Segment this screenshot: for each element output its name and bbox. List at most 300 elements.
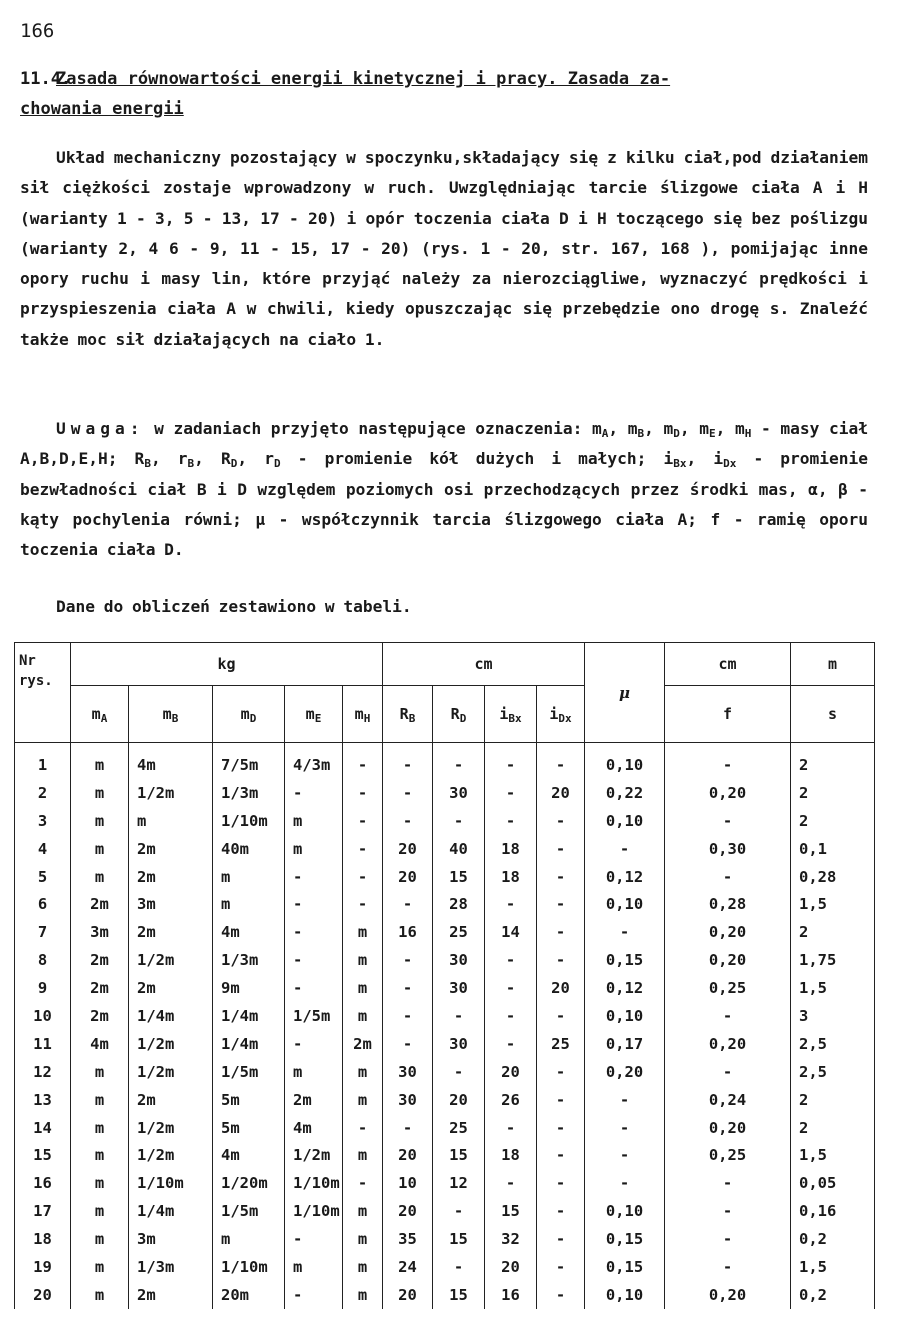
group-kg-header: kg [71, 643, 383, 686]
cell-mb: 4m [129, 743, 213, 779]
cell-md: 4m [213, 1141, 285, 1169]
cell-nr: 17 [15, 1197, 71, 1225]
cell-mh: 2m [343, 1030, 383, 1058]
cell-me: 4/3m [285, 743, 343, 779]
cell-mh: - [343, 863, 383, 891]
cell-idx: - [537, 1002, 585, 1030]
cell-mh: m [343, 946, 383, 974]
cell-idx: - [537, 1114, 585, 1142]
notation-text-1: w zadaniach przyjęto następujące oznaczenia: m [154, 419, 602, 438]
cell-idx: - [537, 835, 585, 863]
cell-nr: 6 [15, 890, 71, 918]
sym-m: m [663, 419, 674, 438]
cell-rb: 20 [383, 1281, 433, 1309]
cell-rb: - [383, 974, 433, 1002]
cell-f: 0,25 [665, 1141, 791, 1169]
cell-s: 2 [791, 1086, 875, 1114]
cell-s: 0,05 [791, 1169, 875, 1197]
cell-me: 1/5m [285, 1002, 343, 1030]
cell-mu: - [585, 835, 665, 863]
sym-r: r [177, 449, 188, 469]
cell-nr: 12 [15, 1058, 71, 1086]
sub-d: D [673, 427, 680, 440]
cell-mb: 1/4m [129, 1197, 213, 1225]
cell-nr: 5 [15, 863, 71, 891]
cell-me: 4m [285, 1114, 343, 1142]
cell-mb: 3m [129, 1225, 213, 1253]
cell-me: - [285, 1281, 343, 1309]
cell-rb: - [383, 807, 433, 835]
cell-rd: 30 [433, 974, 485, 1002]
cell-md: 1/10m [213, 1253, 285, 1281]
sep: , [150, 449, 178, 469]
paragraph-task [20, 143, 868, 355]
cell-idx: 20 [537, 974, 585, 1002]
cell-mb: 2m [129, 918, 213, 946]
sub-d: D [274, 457, 281, 471]
cell-me: 1/10m [285, 1197, 343, 1225]
cell-s: 2,5 [791, 1030, 875, 1058]
sym-R: R [450, 705, 460, 723]
cell-ibx: - [485, 779, 537, 807]
cell-nr: 15 [15, 1141, 71, 1169]
cell-ma: m [71, 1058, 129, 1086]
cell-idx: - [537, 1197, 585, 1225]
cell-me: - [285, 1225, 343, 1253]
cell-nr: 2 [15, 779, 71, 807]
cell-mb: 1/2m [129, 946, 213, 974]
cell-md: 5m [213, 1114, 285, 1142]
cell-idx: - [537, 946, 585, 974]
sym-i: i [549, 705, 559, 723]
cell-mh: - [343, 807, 383, 835]
cell-rb: - [383, 743, 433, 779]
section-title-line1: Zasada równowartości energii kinetycznej i pracy. Zasada za- [56, 69, 671, 89]
cell-idx: - [537, 807, 585, 835]
table-row [15, 1141, 875, 1169]
col-me-header [285, 686, 343, 743]
cell-mu: 0,17 [585, 1030, 665, 1058]
cell-rd: 30 [433, 1030, 485, 1058]
cell-rd: 25 [433, 1114, 485, 1142]
cell-mu: 0,10 [585, 807, 665, 835]
cell-ibx: 15 [485, 1197, 537, 1225]
cell-nr: 11 [15, 1030, 71, 1058]
cell-mh: m [343, 1002, 383, 1030]
uwaga-label: Uwaga: [56, 419, 145, 438]
cell-rb: 30 [383, 1086, 433, 1114]
cell-md: 1/20m [213, 1169, 285, 1197]
sym-m: m [240, 705, 250, 723]
cell-nr: 4 [15, 835, 71, 863]
cell-ma: m [71, 1169, 129, 1197]
cell-ma: 2m [71, 1002, 129, 1030]
cell-rd: - [433, 807, 485, 835]
cell-mb: 1/10m [129, 1169, 213, 1197]
cell-ma: 4m [71, 1030, 129, 1058]
group-m-header: m [791, 643, 875, 686]
table-body [15, 743, 875, 1309]
cell-mu: 0,15 [585, 1225, 665, 1253]
paragraph-task-text: Układ mechaniczny pozostający w spoczynku,składający się z kilku ciał,pod działaniem sił ciężkości zostaje wprowadzony w ruch. Uwzględniając tarcie ślizgowe ciała A i H (warianty 1 - 3, 5 - 13, 17 - 20) i opór toczenia ciała D i H toczącego się bez poślizgu (warianty 2, 4 6 - 9, 11 - 15, 17 - 20) (rys. 1 - 20, str. 167, 168 ), pomijając inne opory ruchu i masy lin, które przyjąć należy za nierozciągliwe, wyznaczyć prędkości i przyspieszenia ciała A w chwili, kiedy opuszczając się przebędzie ono drogę s. Znaleźć także moc sił działających na ciało 1. [20, 148, 868, 349]
cell-rb: - [383, 946, 433, 974]
cell-ma: 2m [71, 890, 129, 918]
sub-dx: Dx [723, 457, 737, 471]
cell-ibx: 16 [485, 1281, 537, 1309]
cell-nr: 16 [15, 1169, 71, 1197]
table-row [15, 1086, 875, 1114]
cell-rd: 15 [433, 1225, 485, 1253]
notation-text-3: - promienie kół dużych i małych; i [280, 449, 674, 469]
cell-mh: m [343, 1281, 383, 1309]
cell-rb: - [383, 1002, 433, 1030]
cell-f: 0,20 [665, 946, 791, 974]
sub-b: B [637, 427, 645, 440]
cell-ma: 3m [71, 918, 129, 946]
cell-mu: - [585, 918, 665, 946]
table-row [15, 863, 875, 891]
cell-ibx: - [485, 946, 537, 974]
cell-s: 2 [791, 918, 875, 946]
cell-mh: - [343, 835, 383, 863]
cell-rd: 30 [433, 946, 485, 974]
cell-md: 20m [213, 1281, 285, 1309]
sym-r: r [264, 449, 275, 469]
cell-rd: 20 [433, 1086, 485, 1114]
sep: , [644, 419, 664, 438]
cell-me: 1/10m [285, 1169, 343, 1197]
sym-R: R [221, 449, 231, 469]
cell-rb: - [383, 1030, 433, 1058]
cell-mb: 1/3m [129, 1253, 213, 1281]
cell-mu: - [585, 1141, 665, 1169]
sub-bx: Bx [508, 712, 522, 725]
sub-dx: Dx [558, 712, 572, 725]
cell-ma: m [71, 835, 129, 863]
cell-me: - [285, 946, 343, 974]
cell-idx: - [537, 1281, 585, 1309]
table-row [15, 1002, 875, 1030]
cell-md: 9m [213, 974, 285, 1002]
cell-rb: 20 [383, 1197, 433, 1225]
cell-mu: 0,12 [585, 974, 665, 1002]
cell-rd: 15 [433, 863, 485, 891]
table-row [15, 1169, 875, 1197]
sep: , [608, 419, 628, 438]
cell-mu: 0,10 [585, 1197, 665, 1225]
sub-b: B [408, 712, 416, 725]
cell-mu: 0,22 [585, 779, 665, 807]
cell-ibx: - [485, 743, 537, 779]
cell-rb: 20 [383, 1141, 433, 1169]
cell-s: 2 [791, 1114, 875, 1142]
cell-s: 2 [791, 779, 875, 807]
section-number: 11.4. [20, 69, 72, 89]
cell-ma: m [71, 1281, 129, 1309]
cell-mb: 1/2m [129, 1114, 213, 1142]
cell-idx: - [537, 1086, 585, 1114]
table-row [15, 1225, 875, 1253]
cell-rd: 30 [433, 779, 485, 807]
sub-b: B [171, 712, 179, 725]
section-title-line2: chowania energii [20, 99, 184, 119]
table-row [15, 1058, 875, 1086]
cell-ma: m [71, 1086, 129, 1114]
cell-idx: - [537, 1225, 585, 1253]
table-row [15, 918, 875, 946]
cell-f: 0,20 [665, 779, 791, 807]
col-idx-header [537, 686, 585, 743]
cell-ibx: 14 [485, 918, 537, 946]
cell-md: 1/3m [213, 779, 285, 807]
cell-me: - [285, 779, 343, 807]
cell-f: 0,20 [665, 1281, 791, 1309]
sep: , [679, 419, 700, 438]
cell-mu: 0,12 [585, 863, 665, 891]
cell-s: 1,5 [791, 974, 875, 1002]
cell-mh: m [343, 1225, 383, 1253]
cell-mu: 0,10 [585, 1002, 665, 1030]
cell-idx: - [537, 918, 585, 946]
col-mh-header [343, 686, 383, 743]
cell-f: - [665, 1002, 791, 1030]
cell-mu: 0,15 [585, 1253, 665, 1281]
cell-s: 2 [791, 807, 875, 835]
cell-mh: m [343, 1141, 383, 1169]
cell-rb: - [383, 779, 433, 807]
cell-mu: 0,10 [585, 743, 665, 779]
cell-mh: - [343, 743, 383, 779]
cell-rb: - [383, 890, 433, 918]
cell-mu: - [585, 1114, 665, 1142]
cell-mh: m [343, 1253, 383, 1281]
cell-nr: 3 [15, 807, 71, 835]
sym-m: m [162, 705, 172, 723]
sym-i: i [499, 705, 509, 723]
cell-rb: 24 [383, 1253, 433, 1281]
cell-md: 7/5m [213, 743, 285, 779]
cell-rd: 25 [433, 918, 485, 946]
cell-rb: 20 [383, 863, 433, 891]
cell-me: - [285, 1030, 343, 1058]
cell-rd: 15 [433, 1141, 485, 1169]
cell-mh: - [343, 779, 383, 807]
sub-h: H [363, 712, 371, 725]
cell-idx: - [537, 890, 585, 918]
table-row [15, 743, 875, 779]
data-note-text: Dane do obliczeń zestawiono w tabeli. [56, 597, 412, 616]
cell-f: - [665, 1169, 791, 1197]
cell-mb: 2m [129, 863, 213, 891]
sym-m: m [354, 705, 364, 723]
data-table-wrapper [14, 642, 874, 1309]
cell-md: 4m [213, 918, 285, 946]
cell-mb: 1/2m [129, 779, 213, 807]
col-ibx-header [485, 686, 537, 743]
sym-m: m [627, 419, 638, 438]
sep: , [715, 419, 736, 438]
col-s-header: s [791, 686, 875, 743]
cell-f: - [665, 743, 791, 779]
cell-s: 1,5 [791, 890, 875, 918]
cell-nr: 14 [15, 1114, 71, 1142]
cell-rd: 40 [433, 835, 485, 863]
col-ma-header [71, 686, 129, 743]
cell-f: - [665, 863, 791, 891]
sym-R: R [399, 705, 409, 723]
cell-s: 0,2 [791, 1225, 875, 1253]
paragraph-data-note [20, 592, 868, 622]
cell-mb: m [129, 807, 213, 835]
cell-ibx: - [485, 1030, 537, 1058]
cell-mb: 2m [129, 1086, 213, 1114]
cell-md: m [213, 1225, 285, 1253]
col-mb-header [129, 686, 213, 743]
cell-md: 1/5m [213, 1197, 285, 1225]
cell-me: m [285, 1253, 343, 1281]
cell-ibx: - [485, 974, 537, 1002]
cell-ma: m [71, 1141, 129, 1169]
cell-s: 1,75 [791, 946, 875, 974]
cell-mu: 0,10 [585, 890, 665, 918]
cell-ibx: 20 [485, 1058, 537, 1086]
cell-f: - [665, 807, 791, 835]
cell-rd: - [433, 1058, 485, 1086]
cell-rd: - [433, 743, 485, 779]
cell-idx: - [537, 863, 585, 891]
cell-ibx: 20 [485, 1253, 537, 1281]
cell-mu: - [585, 1169, 665, 1197]
cell-f: - [665, 1197, 791, 1225]
cell-nr: 18 [15, 1225, 71, 1253]
cell-mh: - [343, 1114, 383, 1142]
cell-ma: m [71, 1114, 129, 1142]
table-row [15, 974, 875, 1002]
cell-ibx: - [485, 890, 537, 918]
cell-me: - [285, 918, 343, 946]
cell-nr: 20 [15, 1281, 71, 1309]
cell-mb: 2m [129, 1281, 213, 1309]
cell-idx: - [537, 743, 585, 779]
notation-text-4: - promienie bezwładności ciał B i D względem poziomych osi przechodzących przez środki mas, α, β - kąty pochylenia równi; μ - współczynnik tarcia ślizgowego ciała A; f - ramię oporu toczenia ciała D. [20, 449, 869, 560]
cell-nr: 13 [15, 1086, 71, 1114]
cell-idx: - [537, 1141, 585, 1169]
col-md-header [213, 686, 285, 743]
cell-mh: m [343, 918, 383, 946]
cell-idx: 25 [537, 1030, 585, 1058]
table-row [15, 1114, 875, 1142]
sub-d: D [249, 712, 257, 725]
sep: , [686, 449, 714, 469]
cell-s: 2,5 [791, 1058, 875, 1086]
cell-mb: 1/2m [129, 1141, 213, 1169]
col-nr-header: Nr rys. [15, 643, 71, 743]
cell-s: 2 [791, 743, 875, 779]
cell-nr: 19 [15, 1253, 71, 1281]
cell-f: - [665, 1058, 791, 1086]
cell-ma: m [71, 779, 129, 807]
sub-d: D [230, 457, 238, 471]
cell-s: 0,28 [791, 863, 875, 891]
cell-ibx: 18 [485, 835, 537, 863]
sub-d: D [459, 712, 467, 725]
sym-m: m [91, 705, 101, 723]
table-row [15, 890, 875, 918]
cell-mb: 3m [129, 890, 213, 918]
cell-ma: m [71, 1253, 129, 1281]
cell-nr: 7 [15, 918, 71, 946]
cell-mh: m [343, 1086, 383, 1114]
sub-bx: Bx [673, 457, 687, 471]
cell-rb: - [383, 1114, 433, 1142]
page-number: 166 [20, 20, 55, 42]
cell-s: 1,5 [791, 1141, 875, 1169]
cell-ma: 2m [71, 974, 129, 1002]
cell-md: 1/10m [213, 807, 285, 835]
cell-ma: m [71, 1225, 129, 1253]
cell-ma: m [71, 863, 129, 891]
cell-ibx: 18 [485, 863, 537, 891]
cell-mu: 0,10 [585, 1281, 665, 1309]
cell-idx: - [537, 1169, 585, 1197]
section-title [20, 64, 860, 124]
cell-me: - [285, 890, 343, 918]
sub-a: A [100, 712, 108, 725]
sym-m: m [305, 705, 315, 723]
group-cm-header: cm [383, 643, 585, 686]
cell-ibx: - [485, 1002, 537, 1030]
sub-e: E [709, 427, 716, 440]
table-row [15, 1253, 875, 1281]
sep: , [237, 449, 265, 469]
col-mu-header: μ [585, 643, 665, 743]
cell-f: 0,25 [665, 974, 791, 1002]
cell-md: 1/3m [213, 946, 285, 974]
cell-md: m [213, 890, 285, 918]
table-row [15, 807, 875, 835]
col-rb-header [383, 686, 433, 743]
cell-me: - [285, 863, 343, 891]
cell-nr: 9 [15, 974, 71, 1002]
cell-nr: 10 [15, 1002, 71, 1030]
cell-s: 0,1 [791, 835, 875, 863]
sym-m: m [699, 419, 710, 438]
cell-rd: - [433, 1197, 485, 1225]
sub-e: E [314, 712, 322, 725]
cell-mb: 2m [129, 835, 213, 863]
cell-md: 1/4m [213, 1030, 285, 1058]
group-cm2-header: cm [665, 643, 791, 686]
cell-rb: 35 [383, 1225, 433, 1253]
cell-f: - [665, 1253, 791, 1281]
cell-rb: 30 [383, 1058, 433, 1086]
cell-mh: m [343, 974, 383, 1002]
col-f-header: f [665, 686, 791, 743]
cell-f: 0,20 [665, 1030, 791, 1058]
cell-nr: 1 [15, 743, 71, 779]
cell-ma: m [71, 807, 129, 835]
cell-mh: m [343, 1197, 383, 1225]
cell-rd: - [433, 1002, 485, 1030]
cell-mu: 0,15 [585, 946, 665, 974]
cell-s: 3 [791, 1002, 875, 1030]
cell-md: 1/5m [213, 1058, 285, 1086]
cell-ibx: 26 [485, 1086, 537, 1114]
sym-i: i [713, 449, 724, 469]
cell-idx: - [537, 1253, 585, 1281]
data-table [14, 642, 875, 1309]
cell-ibx: - [485, 1169, 537, 1197]
